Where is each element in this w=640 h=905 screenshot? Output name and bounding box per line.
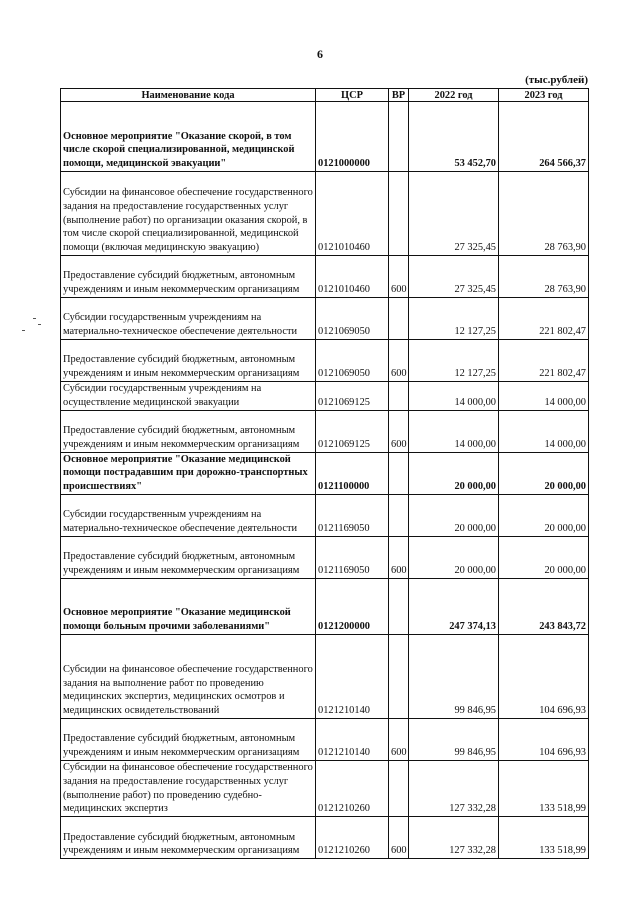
table-row [61, 718, 589, 760]
row-vr: 600 [389, 817, 409, 859]
row-2022-value: 20 000,00 [409, 536, 499, 578]
row-csr: 0121169050 [316, 494, 389, 536]
row-2023-value: 28 763,90 [499, 172, 589, 256]
row-name: Основное мероприятие "Оказание медицинской помощи больным прочими заболеваниями" [61, 578, 316, 634]
table-row [61, 760, 589, 816]
table-row [61, 817, 589, 859]
scan-artifact [33, 318, 36, 319]
row-2022-value: 99 846,95 [409, 634, 499, 718]
table-row [61, 634, 589, 718]
table-row [61, 340, 589, 382]
row-2022-value: 20 000,00 [409, 452, 499, 494]
row-2023-value: 221 802,47 [499, 340, 589, 382]
table-header [61, 89, 589, 102]
row-csr: 0121169050 [316, 536, 389, 578]
row-name: Предоставление субсидий бюджетным, автономным учреждениям и иным некоммерческим организациям [61, 340, 316, 382]
row-2023-value: 20 000,00 [499, 494, 589, 536]
row-name: Предоставление субсидий бюджетным, автономным учреждениям и иным некоммерческим организациям [61, 718, 316, 760]
row-csr: 0121010460 [316, 256, 389, 298]
row-2023-value: 20 000,00 [499, 452, 589, 494]
row-2023-value: 104 696,93 [499, 718, 589, 760]
row-vr: 600 [389, 256, 409, 298]
row-2022-value: 12 127,25 [409, 340, 499, 382]
row-name: Предоставление субсидий бюджетным, автономным учреждениям и иным некоммерческим организациям [61, 536, 316, 578]
scan-artifact [38, 324, 41, 325]
table-row [61, 410, 589, 452]
row-name: Предоставление субсидий бюджетным, автономным учреждениям и иным некоммерческим организациям [61, 817, 316, 859]
row-vr [389, 578, 409, 634]
row-csr: 0121200000 [316, 578, 389, 634]
page-number: 6 [317, 47, 323, 61]
row-2023-value: 14 000,00 [499, 410, 589, 452]
table-row [61, 536, 589, 578]
header-row [61, 89, 589, 102]
budget-table [60, 88, 589, 859]
row-2022-value: 53 452,70 [409, 102, 499, 172]
scan-artifact [22, 330, 25, 331]
row-2022-value: 14 000,00 [409, 382, 499, 411]
row-2022-value: 12 127,25 [409, 298, 499, 340]
row-csr: 0121069125 [316, 382, 389, 411]
row-2023-value: 221 802,47 [499, 298, 589, 340]
row-name: Субсидии на финансовое обеспечение государственного задания на предоставление государственных услуг (выполнение работ) по проведению судебно-медицинских экспертиз [61, 760, 316, 816]
row-csr: 0121000000 [316, 102, 389, 172]
row-2022-value: 247 374,13 [409, 578, 499, 634]
row-2023-value: 20 000,00 [499, 536, 589, 578]
table-row [61, 452, 589, 494]
row-2022-value: 20 000,00 [409, 494, 499, 536]
table-row [61, 298, 589, 340]
row-vr [389, 382, 409, 411]
row-vr: 600 [389, 410, 409, 452]
table-row [61, 256, 589, 298]
table-row [61, 102, 589, 172]
row-vr [389, 172, 409, 256]
row-name: Субсидии на финансовое обеспечение государственного задания на предоставление государственных услуг (выполнение работ) по организации оказания скорой, в том числе скорой специализированной, медицинской помощи (включая медицинскую эвакуацию) [61, 172, 316, 256]
table-body [61, 102, 589, 859]
row-2023-value: 14 000,00 [499, 382, 589, 411]
header-2023: 2023 год [499, 89, 589, 102]
row-csr: 0121210140 [316, 634, 389, 718]
header-name: Наименование кода [61, 89, 316, 102]
row-name: Субсидии государственным учреждениям на материально-техническое обеспечение деятельности [61, 494, 316, 536]
table-row [61, 172, 589, 256]
row-name: Субсидии государственным учреждениям на осуществление медицинской эвакуации [61, 382, 316, 411]
row-vr [389, 634, 409, 718]
row-name: Основное мероприятие "Оказание скорой, в том числе скорой специализированной, медицинской помощи, медицинской эвакуации" [61, 102, 316, 172]
table-row [61, 578, 589, 634]
row-vr: 600 [389, 718, 409, 760]
row-csr: 0121010460 [316, 172, 389, 256]
row-csr: 0121210260 [316, 817, 389, 859]
row-2023-value: 264 566,37 [499, 102, 589, 172]
row-csr: 0121069050 [316, 298, 389, 340]
row-2022-value: 99 846,95 [409, 718, 499, 760]
row-vr [389, 102, 409, 172]
row-name: Основное мероприятие "Оказание медицинской помощи пострадавшим при дорожно-транспортных происшествиях" [61, 452, 316, 494]
row-2022-value: 127 332,28 [409, 760, 499, 816]
row-csr: 0121100000 [316, 452, 389, 494]
row-2022-value: 27 325,45 [409, 172, 499, 256]
row-name: Субсидии на финансовое обеспечение государственного задания на выполнение работ по проведению медицинских экспертиз, медицинских осмотров и медицинских освидетельствований [61, 634, 316, 718]
row-2022-value: 27 325,45 [409, 256, 499, 298]
row-csr: 0121210140 [316, 718, 389, 760]
row-vr [389, 760, 409, 816]
header-vr: ВР [389, 89, 409, 102]
row-vr: 600 [389, 536, 409, 578]
header-csr: ЦСР [316, 89, 389, 102]
row-name: Предоставление субсидий бюджетным, автономным учреждениям и иным некоммерческим организациям [61, 410, 316, 452]
row-2023-value: 243 843,72 [499, 578, 589, 634]
units-label: (тыс.рублей) [525, 74, 588, 86]
row-vr [389, 452, 409, 494]
row-vr: 600 [389, 340, 409, 382]
row-2022-value: 14 000,00 [409, 410, 499, 452]
row-vr [389, 298, 409, 340]
row-2022-value: 127 332,28 [409, 817, 499, 859]
row-csr: 0121210260 [316, 760, 389, 816]
row-name: Субсидии государственным учреждениям на материально-техническое обеспечение деятельности [61, 298, 316, 340]
row-2023-value: 104 696,93 [499, 634, 589, 718]
row-2023-value: 133 518,99 [499, 760, 589, 816]
row-2023-value: 28 763,90 [499, 256, 589, 298]
row-vr [389, 494, 409, 536]
row-csr: 0121069050 [316, 340, 389, 382]
table-row [61, 494, 589, 536]
row-2023-value: 133 518,99 [499, 817, 589, 859]
header-2022: 2022 год [409, 89, 499, 102]
table-row [61, 382, 589, 411]
row-name: Предоставление субсидий бюджетным, автономным учреждениям и иным некоммерческим организациям [61, 256, 316, 298]
row-csr: 0121069125 [316, 410, 389, 452]
